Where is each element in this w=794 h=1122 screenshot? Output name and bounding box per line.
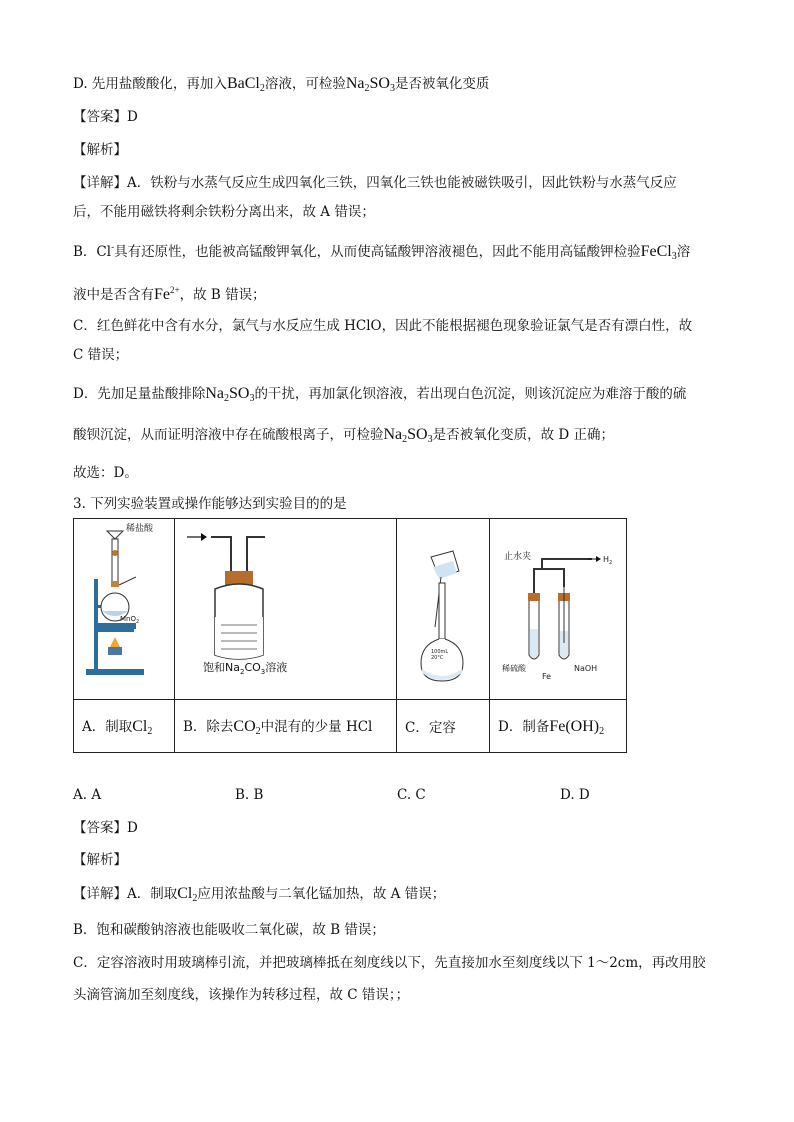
q3-detail-c-line1: C．定容溶液时用玻璃棒引流，并把玻璃棒抵在刻度线以下，先直接加水至刻度线以下 1～2cm，再改用胶 (73, 955, 706, 971)
q2-choice: 故选：D。 (73, 465, 138, 481)
q2-answer: 【答案】D (73, 109, 138, 125)
figure-d-cell (490, 519, 627, 700)
figure-a-cell (74, 519, 175, 700)
figure-d-feoh2-apparatus (490, 519, 626, 695)
q3-detail-b: B．饱和碳酸钠溶液也能吸收二氧化碳，故 B 错误； (73, 922, 385, 938)
q2-detail-c-line1: C．红色鲜花中含有水分，氯气与水反应生成 HClO，因此不能根据褪色现象验证氯气是否有漂白性，故 (73, 318, 693, 334)
svg-text:H2: $H_2$ (603, 555, 613, 566)
q3-detail-c-line2: 头滴管滴加至刻度线，该操作为转移过程，故 C 错误；； (73, 987, 410, 1003)
q2-detail-c-line2: C 错误； (73, 347, 129, 363)
q3-answer: 【答案】D (73, 820, 138, 836)
figure-b-cell (175, 519, 397, 700)
svg-text:Fe: Fe (542, 672, 552, 681)
q2-detail-b-line2: 液中是否含有$Fe^{2+}$，故 B 错误； (73, 285, 266, 303)
svg-text:稀硫酸: 稀硫酸 (502, 664, 526, 673)
svg-text:NaOH: NaOH (574, 664, 598, 673)
q2-detail-b-line1: B．Cl-具有还原性，也能被高锰酸钾氧化，从而使高锰酸钾溶液褪色，因此不能用高锰酸钾检验FeCl$_3$溶 (73, 243, 691, 262)
figure-c-cell (397, 519, 490, 700)
experiment-table (73, 518, 627, 753)
svg-text:20°C: 20°C (431, 655, 444, 661)
caption-b: B．除去$CO_2$中混有的少量 HCl (175, 700, 397, 753)
q3-stem: 3. 下列实验装置或操作能够达到实验目的的是 (73, 496, 347, 512)
q3-option-b: B. B (235, 787, 264, 803)
caption-d: D．制备$Fe(OH)_2$ (490, 700, 627, 753)
figure-a-cl2-apparatus (74, 519, 174, 695)
caption-a: A．制取$Cl_2$ (74, 700, 175, 753)
q2-detail-a-line2: 后，不能用磁铁将剩余铁粉分离出来，故 A 错误； (73, 204, 375, 220)
svg-text:稀盐酸: 稀盐酸 (126, 524, 154, 534)
q2-analysis-heading: 【解析】 (73, 142, 127, 158)
figure-b-gas-washing-bottle (175, 519, 396, 695)
q2-detail-d-line1: D．先加足量盐酸排除$Na_2SO_3$的干扰，再加氯化钡溶液，若出现白色沉淀，则该沉淀应为难溶于酸的硫 (73, 385, 687, 404)
svg-text:100mL: 100mL (431, 649, 449, 655)
q3-option-a: A. A (73, 787, 102, 803)
svg-text:MnO2: MnO$_2$ (120, 615, 140, 625)
caption-c: C．定容 (397, 700, 490, 753)
q3-detail-a: 【详解】A．制取$Cl_2$应用浓盐酸与二氧化锰加热，故 A 错误； (73, 885, 446, 904)
q3-analysis-heading: 【解析】 (73, 852, 127, 868)
q2-detail-a-line1: 【详解】A．铁粉与水蒸气反应生成四氧化三铁，四氧化三铁也能被磁铁吸引，因此铁粉与水蒸气反应 (73, 175, 677, 191)
figure-c-volumetric-flask (397, 519, 489, 695)
svg-text:饱和Na2CO3溶液: 饱和$Na_2CO_3$溶液 (203, 661, 288, 676)
q3-option-c: C. C (397, 787, 426, 803)
q2-detail-d-line2: 酸钡沉淀，从而证明溶液中存在硫酸根离子，可检验$Na_2SO_3$是否被氧化变质，故 D 正确； (73, 426, 615, 445)
svg-text:止水夹: 止水夹 (504, 552, 532, 562)
q2-option-d: D. 先用盐酸酸化，再加入BaCl$_2$溶液，可检验$Na_2SO_3$是否被氧化变质 (73, 75, 490, 94)
q3-option-d: D. D (560, 787, 590, 803)
